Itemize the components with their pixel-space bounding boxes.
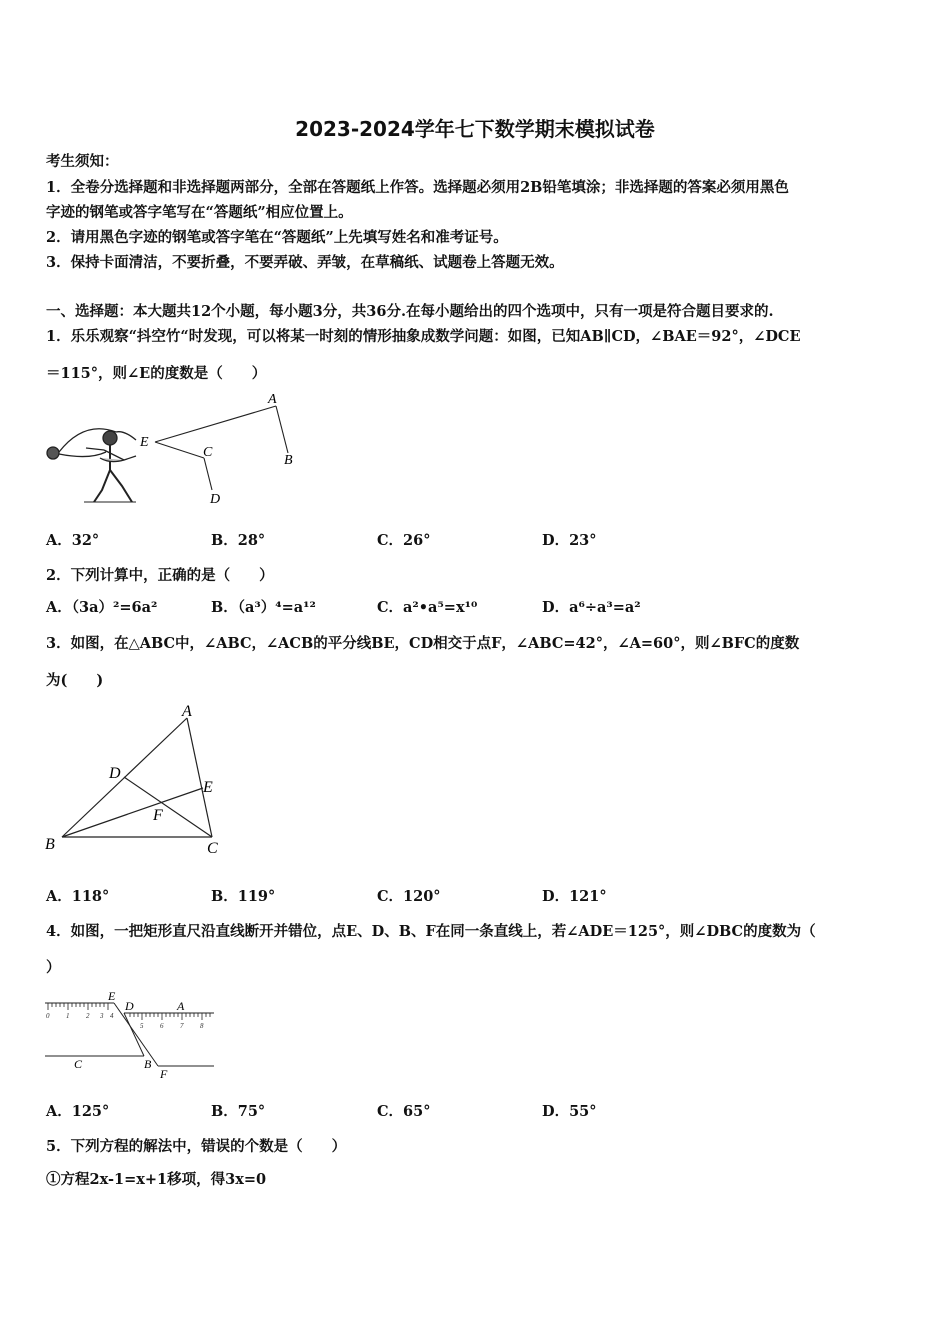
bisector-BE <box>62 788 203 837</box>
segment-AB <box>276 406 288 453</box>
notice-heading: 考生须知： <box>46 153 119 170</box>
q4-option-b[interactable]: B．75° <box>211 1103 266 1120</box>
segment-CD <box>204 458 212 490</box>
q1-stem-line1: 1．乐乐观察“抖空竹“时发现，可以将某一时刻的情形抽象成数学问题：如图，已知AB∥CD，∠BAE＝92°，∠DCE <box>46 328 801 345</box>
q1-option-a[interactable]: A．32° <box>46 532 100 549</box>
ruler-tick-label: 3 <box>100 1012 104 1020</box>
q2-option-c[interactable]: C．a²•a⁵=x¹⁰ <box>377 599 478 616</box>
break-line-EF <box>114 1003 158 1066</box>
side-AC <box>187 718 212 837</box>
q3-stem-line2: 为( ) <box>46 672 104 689</box>
q3-label-D: D <box>109 765 121 782</box>
q3-label-E: E <box>203 779 213 796</box>
q2-stem: 2．下列计算中，正确的是（ ） <box>46 567 274 584</box>
q3-label-F: F <box>153 807 163 824</box>
q4-label-E: E <box>108 990 116 1003</box>
q4-option-d[interactable]: D．55° <box>542 1103 597 1120</box>
break-line-DB <box>124 1013 144 1056</box>
q2-option-b[interactable]: B．（a³）⁴=a¹² <box>211 599 316 616</box>
ruler-tick-label: 8 <box>200 1022 204 1030</box>
q1-label-B: B <box>284 453 293 468</box>
q4-label-F: F <box>160 1067 168 1081</box>
bisector-CD <box>124 777 212 837</box>
q3-label-B: B <box>45 836 55 853</box>
segment-EA <box>155 406 276 442</box>
q5-item-1: ①方程2x-1=x+1移项，得3x=0 <box>46 1171 267 1188</box>
q2-option-d[interactable]: D．a⁶÷a³=a² <box>542 599 641 616</box>
q4-figure <box>40 990 225 1082</box>
diabolo-player-illustration <box>47 429 136 502</box>
q3-triangle <box>62 718 212 837</box>
q5-stem: 5．下列方程的解法中，错误的个数是（ ） <box>46 1138 347 1155</box>
q4-stem-line1: 4．如图，一把矩形直尺沿直线断开并错位，点E、D、B、F在同一条直线上，若∠ADE＝125°，则∠DBC的度数为（ <box>46 923 816 940</box>
ruler-tick-label: 6 <box>160 1022 164 1030</box>
segment-EC <box>155 442 204 458</box>
ruler-tick-label: 1 <box>66 1012 70 1020</box>
q4-label-D: D <box>125 999 134 1013</box>
q3-figure <box>40 700 230 860</box>
notice-item: 字迹的钢笔或答字笔写在“答题纸”相应位置上。 <box>46 204 353 221</box>
q1-option-b[interactable]: B．28° <box>211 532 266 549</box>
q1-label-E: E <box>140 435 149 450</box>
q1-option-d[interactable]: D．23° <box>542 532 597 549</box>
q3-stem-line1: 3．如图，在△ABC中，∠ABC，∠ACB的平分线BE，CD相交于点F，∠ABC=42°，∠A=60°，则∠BFC的度数 <box>46 635 800 652</box>
page-title: 2023-2024学年七下数学期末模拟试卷 <box>295 117 655 141</box>
notice-item: 2．请用黑色字迹的钢笔或答字笔在“答题纸”上先填写姓名和准考证号。 <box>46 229 508 246</box>
q4-option-a[interactable]: A．125° <box>46 1103 110 1120</box>
q3-label-A: A <box>182 703 192 720</box>
ruler-tick-label: 2 <box>86 1012 90 1020</box>
q3-option-a[interactable]: A．118° <box>46 888 110 905</box>
q1-label-C: C <box>203 445 213 460</box>
q4-label-B: B <box>144 1057 152 1071</box>
q3-option-b[interactable]: B．119° <box>211 888 276 905</box>
q4-label-A: A <box>177 999 185 1013</box>
ruler-tick-label: 5 <box>140 1022 144 1030</box>
q2-option-a[interactable]: A．（3a）²=6a² <box>46 599 158 616</box>
q4-label-C: C <box>74 1057 83 1071</box>
q1-label-D: D <box>210 492 221 507</box>
q4-stem-line2: ） <box>46 959 61 976</box>
q1-geometry <box>155 406 288 490</box>
notice-item: 3．保持卡面清洁，不要折叠，不要弄破、弄皱，在草稿纸、试题卷上答题无效。 <box>46 254 564 271</box>
ruler-tick-label: 4 <box>110 1012 114 1020</box>
q3-label-C: C <box>207 840 218 857</box>
q1-figure <box>44 390 304 515</box>
q3-option-c[interactable]: C．120° <box>377 888 441 905</box>
q4-option-c[interactable]: C．65° <box>377 1103 431 1120</box>
section-heading: 一、选择题：本大题共12个小题，每小题3分，共36分.在每小题给出的四个选项中，只有一项是符合题目要求的. <box>46 303 774 320</box>
q1-stem-line2: ＝115°，则∠E的度数是（ ） <box>46 365 267 382</box>
notice-item: 1．全卷分选择题和非选择题两部分，全部在答题纸上作答。选择题必须用2B铅笔填涂；非选择题的答案必须用黑色 <box>46 179 789 196</box>
q3-option-d[interactable]: D．121° <box>542 888 607 905</box>
q1-label-A: A <box>268 392 277 407</box>
ruler-tick-label: 0 <box>46 1012 50 1020</box>
ruler-tick-label: 7 <box>180 1022 184 1030</box>
q1-option-c[interactable]: C．26° <box>377 532 431 549</box>
